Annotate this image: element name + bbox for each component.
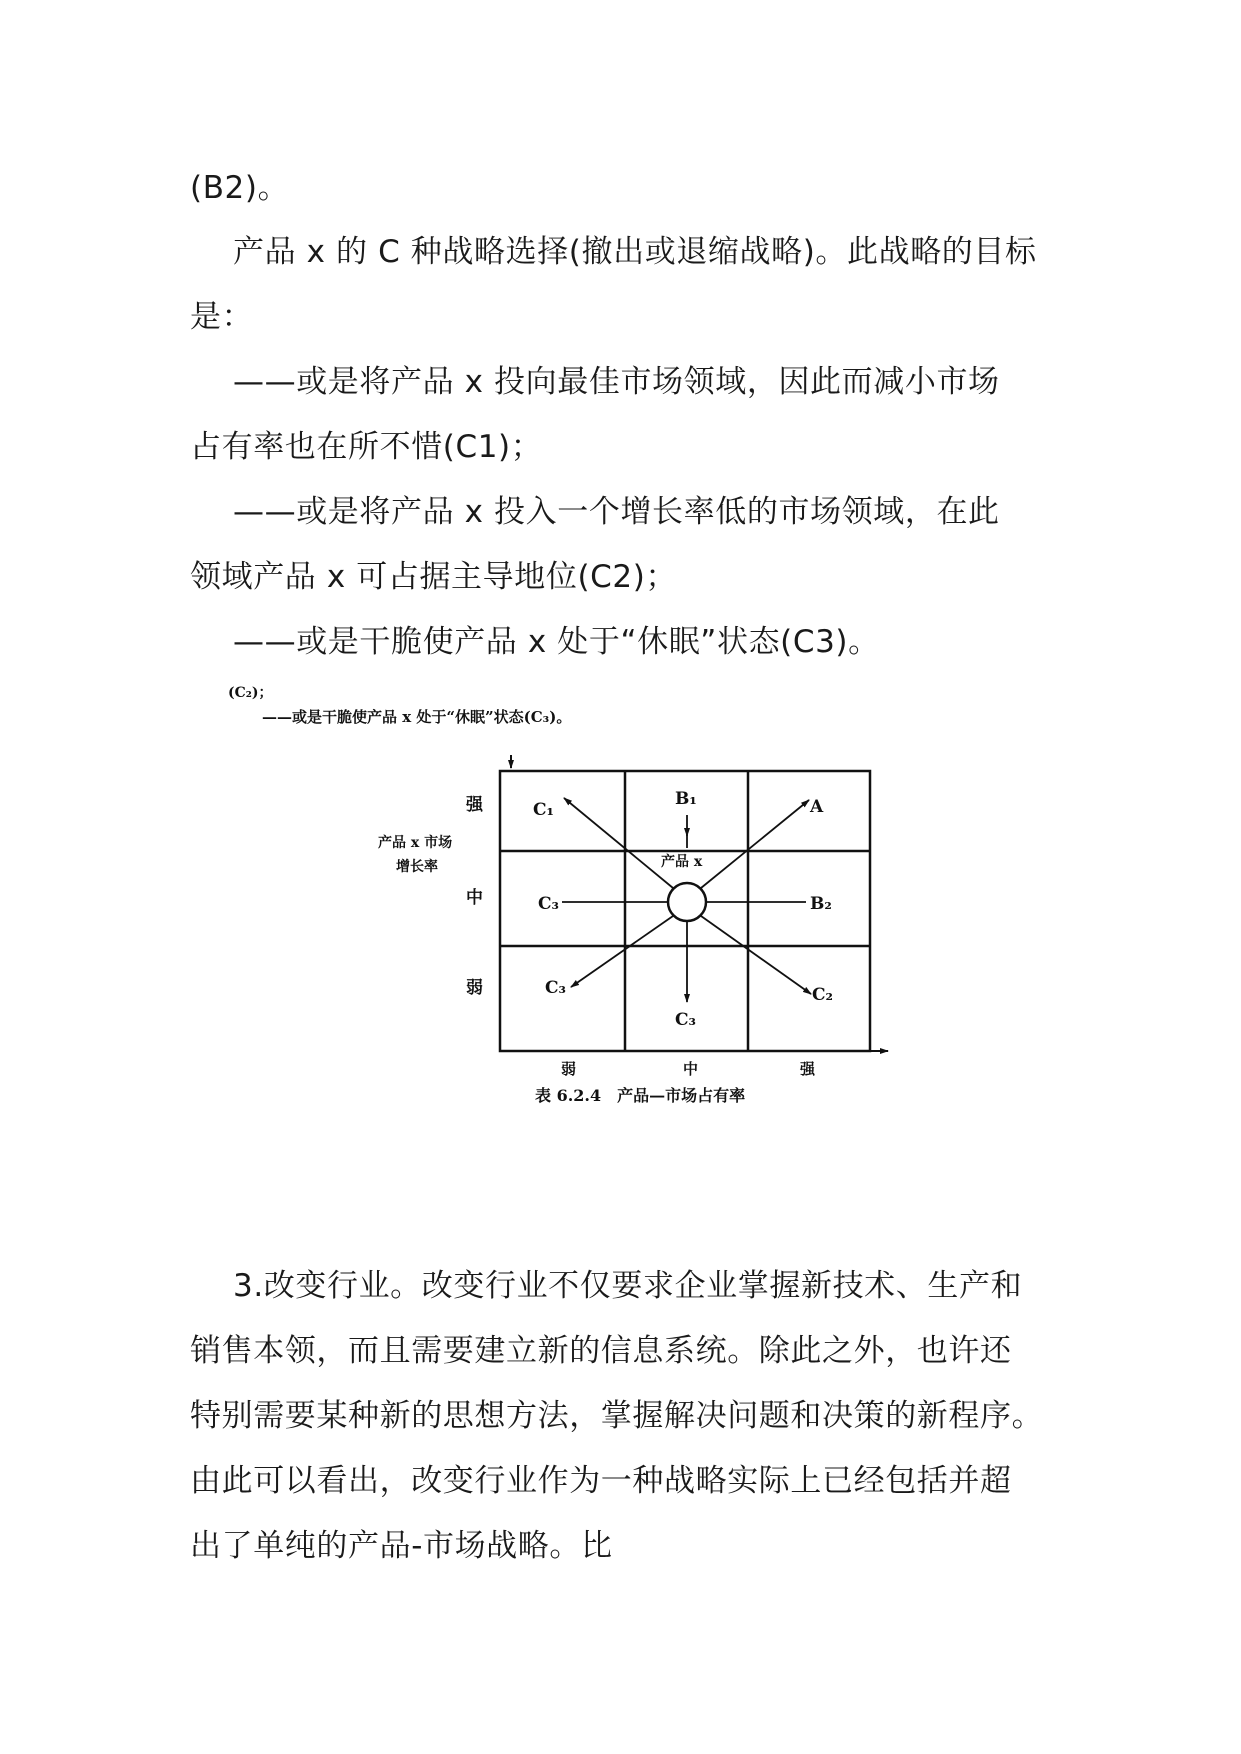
paragraph-line: ——或是将产品 x 投向最佳市场领域，因此而减小市场 — [233, 364, 1000, 400]
paragraph-line: 是： — [190, 299, 254, 335]
col-label-mid: 中 — [683, 1060, 699, 1078]
scan-snippet-1: (C₂)； — [228, 685, 273, 701]
label-b2: B₂ — [810, 894, 832, 914]
y-axis-label: 产品 x 市场 — [378, 835, 453, 851]
paragraph-line: 出了单纯的产品-市场战略。比 — [190, 1528, 613, 1564]
label-b1: B₁ — [675, 789, 697, 809]
figure-caption: 表 6.2.4 产品—市场占有率 — [535, 1086, 746, 1105]
label-c1: C₁ — [533, 800, 554, 820]
paragraph-line: 占有率也在所不惜(C1)； — [190, 429, 543, 465]
paragraph-line: 3.改变行业。改变行业不仅要求企业掌握新技术、生产和 — [233, 1268, 1023, 1304]
label-c3-lower-left: C₃ — [545, 978, 566, 998]
scan-snippet-2: ——或是干脆使产品 x 处于“休眠”状态(C₃)。 — [262, 708, 572, 726]
label-a: A — [810, 797, 824, 817]
y-axis-label: 增长率 — [396, 859, 438, 875]
center-label: 产品 x — [661, 854, 703, 870]
row-label-mid: 中 — [466, 888, 483, 908]
label-c3-bottom: C₃ — [675, 1010, 696, 1030]
paragraph-line: (B2)。 — [190, 170, 290, 206]
row-label-weak: 弱 — [466, 978, 483, 998]
label-c3-left: C₃ — [538, 894, 559, 914]
paragraph-line: 特别需要某种新的思想方法，掌握解决问题和决策的新程序。 — [190, 1398, 1044, 1434]
paragraph-line: 销售本领，而且需要建立新的信息系统。除此之外，也许还 — [190, 1333, 1012, 1369]
paragraph-line: ——或是干脆使产品 x 处于“休眠”状态(C3)。 — [233, 624, 880, 660]
paragraph-line: ——或是将产品 x 投入一个增长率低的市场领域，在此 — [233, 494, 1000, 530]
product-x-circle — [668, 883, 706, 921]
paragraph-line: 领域产品 x 可占据主导地位(C2)； — [190, 559, 678, 595]
label-c2: C₂ — [812, 985, 833, 1005]
row-label-strong: 强 — [466, 795, 483, 815]
col-label-weak: 弱 — [561, 1060, 577, 1078]
paragraph-line: 产品 x 的 C 种战略选择(撤出或退缩战略)。此战略的目标 — [233, 234, 1037, 270]
paragraph-line: 由此可以看出，改变行业作为一种战略实际上已经包括并超 — [190, 1463, 1012, 1499]
col-label-strong: 强 — [800, 1060, 816, 1078]
